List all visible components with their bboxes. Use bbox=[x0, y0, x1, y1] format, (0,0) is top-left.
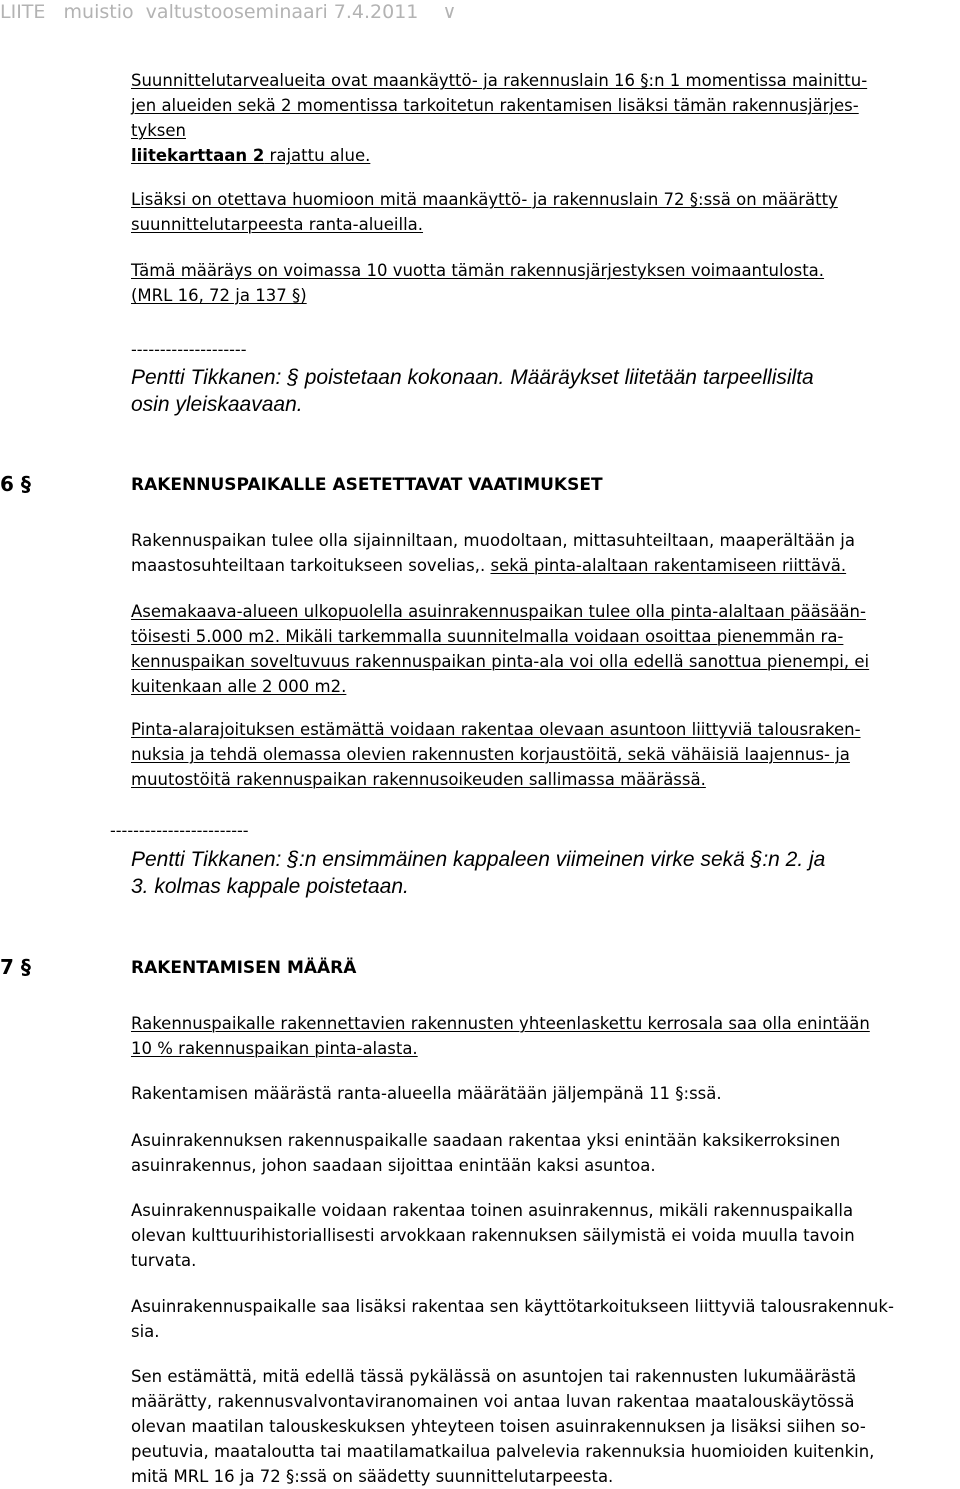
comment-line: Pentti Tikkanen: § poistetaan kokonaan. Määräykset liitetään tarpeellisilta bbox=[131, 366, 814, 389]
document-header: LIITE muistio valtustooseminaari 7.4.2011 ∨ bbox=[0, 1, 457, 23]
comment-tikkanen-2 bbox=[131, 846, 825, 900]
paragraph-line: peutuvia, maataloutta tai maatilamatkailua palvelevia rakennuksia huomioiden kuitenkin, bbox=[131, 1442, 875, 1461]
paragraph-line bbox=[131, 143, 867, 168]
paragraph-asuinrakennus bbox=[131, 1128, 840, 1178]
comment-line: Pentti Tikkanen: §:n ensimmäinen kappaleen viimeinen virke sekä §:n 2. ja bbox=[131, 848, 826, 871]
paragraph-line: jen alueiden sekä 2 momentissa tarkoitetun rakentamisen lisäksi tämän rakennusjärjes- bbox=[131, 96, 859, 115]
appendix-map-reference: liitekarttaan 2 bbox=[131, 146, 265, 165]
paragraph-maatila bbox=[131, 1364, 874, 1489]
paragraph-line: Asuinrakennuspaikalle saa lisäksi rakentaa sen käyttötarkoitukseen liittyviä talousrakennuk- bbox=[131, 1297, 894, 1316]
paragraph-rakennuspaikan-soveltuvuus bbox=[131, 528, 855, 578]
paragraph-line: määrätty, rakennusvalvontaviranomainen voi antaa luvan rakentaa maatalouskäytössä bbox=[131, 1392, 855, 1411]
paragraph-line: Suunnittelutarvealueita ovat maankäyttö- ja rakennuslain 16 §:n 1 momentissa mainittu- bbox=[131, 71, 868, 90]
amended-text: sekä pinta-alaltaan rakentamiseen riittävä. bbox=[490, 556, 847, 575]
paragraph-kerrosala bbox=[131, 1011, 870, 1061]
comment-divider: -------------------- bbox=[131, 340, 247, 359]
paragraph-line: Tämä määräys on voimassa 10 vuotta tämän rakennusjärjestyksen voimaantulosta. bbox=[131, 261, 825, 280]
paragraph-line: sia. bbox=[131, 1322, 160, 1341]
comment-divider: ------------------------ bbox=[110, 821, 249, 840]
section-number: 6 § bbox=[0, 472, 31, 496]
paragraph-line: asuinrakennus, johon saadaan sijoittaa enintään kaksi asuntoa. bbox=[131, 1156, 656, 1175]
paragraph-text: rajattu alue. bbox=[264, 146, 371, 165]
paragraph-line: Rakennuspaikalle rakennettavien rakennusten yhteenlaskettu kerrosala saa olla enintään bbox=[131, 1014, 870, 1033]
comment-line: osin yleiskaavaan. bbox=[131, 393, 303, 416]
paragraph-line: 10 % rakennuspaikan pinta-alasta. bbox=[131, 1039, 418, 1058]
paragraph-line: Pinta-alarajoituksen estämättä voidaan rakentaa olevaan asuntoon liittyviä talousraken- bbox=[131, 720, 861, 739]
paragraph-ranta-alue-viittaus bbox=[131, 1081, 722, 1106]
paragraph-pinta-alarajoitus bbox=[131, 717, 861, 792]
paragraph-line: olevan kulttuurihistoriallisesti arvokkaan rakennuksen säilymistä ei voida muulla tavoin bbox=[131, 1226, 855, 1245]
paragraph-line: Rakentamisen määrästä ranta-alueella määrätään jäljempänä 11 §:ssä. bbox=[131, 1084, 722, 1103]
paragraph-ranta-alueet bbox=[131, 187, 838, 237]
paragraph-line: suunnittelutarpeesta ranta-alueilla. bbox=[131, 215, 424, 234]
paragraph-text: maastosuhteiltaan tarkoitukseen sovelias,. bbox=[131, 556, 491, 575]
paragraph-pinta-ala bbox=[131, 599, 869, 699]
section-title: RAKENNUSPAIKALLE ASETETTAVAT VAATIMUKSET bbox=[131, 475, 603, 495]
paragraph-suunnittelutarvealueet bbox=[131, 68, 867, 168]
paragraph-line: Lisäksi on otettava huomioon mitä maankäyttö- ja rakennuslain 72 §:ssä on määrätty bbox=[131, 190, 838, 209]
paragraph-voimassaolo bbox=[131, 258, 824, 308]
paragraph-toinen-asuinrakennus bbox=[131, 1198, 855, 1273]
paragraph-text: Mikäli tarkemmalla suunnitelmalla voidaan osoittaa pienemmän ra- bbox=[285, 627, 844, 646]
paragraph-line: nuksia ja tehdä olemassa olevien rakennusten korjaustöitä, sekä vähäisiä laajennus- ja bbox=[131, 745, 850, 764]
paragraph-line: tyksen bbox=[131, 121, 186, 140]
paragraph-talousrakennus bbox=[131, 1294, 894, 1344]
paragraph-line: kuitenkaan alle 2 000 m2. bbox=[131, 677, 347, 696]
paragraph-line: Rakennuspaikan tulee olla sijainniltaan, muodoltaan, mittasuhteiltaan, maaperältään ja bbox=[131, 531, 855, 550]
paragraph-line: turvata. bbox=[131, 1251, 197, 1270]
paragraph-line: muutostöitä rakennuspaikan rakennusoikeuden sallimassa määrässä. bbox=[131, 770, 706, 789]
paragraph-line bbox=[131, 624, 869, 649]
paragraph-line: Asemakaava-alueen ulkopuolella asuinrakennuspaikan tulee olla pinta-alaltaan pääsään- bbox=[131, 602, 866, 621]
section-title: RAKENTAMISEN MÄÄRÄ bbox=[131, 958, 357, 978]
paragraph-text: töisesti 5.000 m2. bbox=[131, 627, 286, 646]
paragraph-line: Sen estämättä, mitä edellä tässä pykälässä on asuntojen tai rakennusten lukumäärästä bbox=[131, 1367, 857, 1386]
comment-line: 3. kolmas kappale poistetaan. bbox=[131, 875, 409, 898]
section-number: 7 § bbox=[0, 955, 31, 979]
paragraph-line: (MRL 16, 72 ja 137 §) bbox=[131, 286, 307, 305]
paragraph-line bbox=[131, 553, 855, 578]
paragraph-line: Asuinrakennuksen rakennuspaikalle saadaan rakentaa yksi enintään kaksikerroksinen bbox=[131, 1131, 841, 1150]
paragraph-line: kennuspaikan soveltuvuus rakennuspaikan pinta-ala voi olla edellä sanottua pienempi, ei bbox=[131, 652, 870, 671]
comment-tikkanen-1 bbox=[131, 364, 814, 418]
paragraph-line: Asuinrakennuspaikalle voidaan rakentaa toinen asuinrakennus, mikäli rakennuspaikalla bbox=[131, 1201, 854, 1220]
paragraph-line: mitä MRL 16 ja 72 §:ssä on säädetty suunnittelutarpeesta. bbox=[131, 1467, 614, 1486]
paragraph-line: olevan maatilan talouskeskuksen yhteyteen toisen asuinrakennuksen ja lisäksi siihen so- bbox=[131, 1417, 866, 1436]
